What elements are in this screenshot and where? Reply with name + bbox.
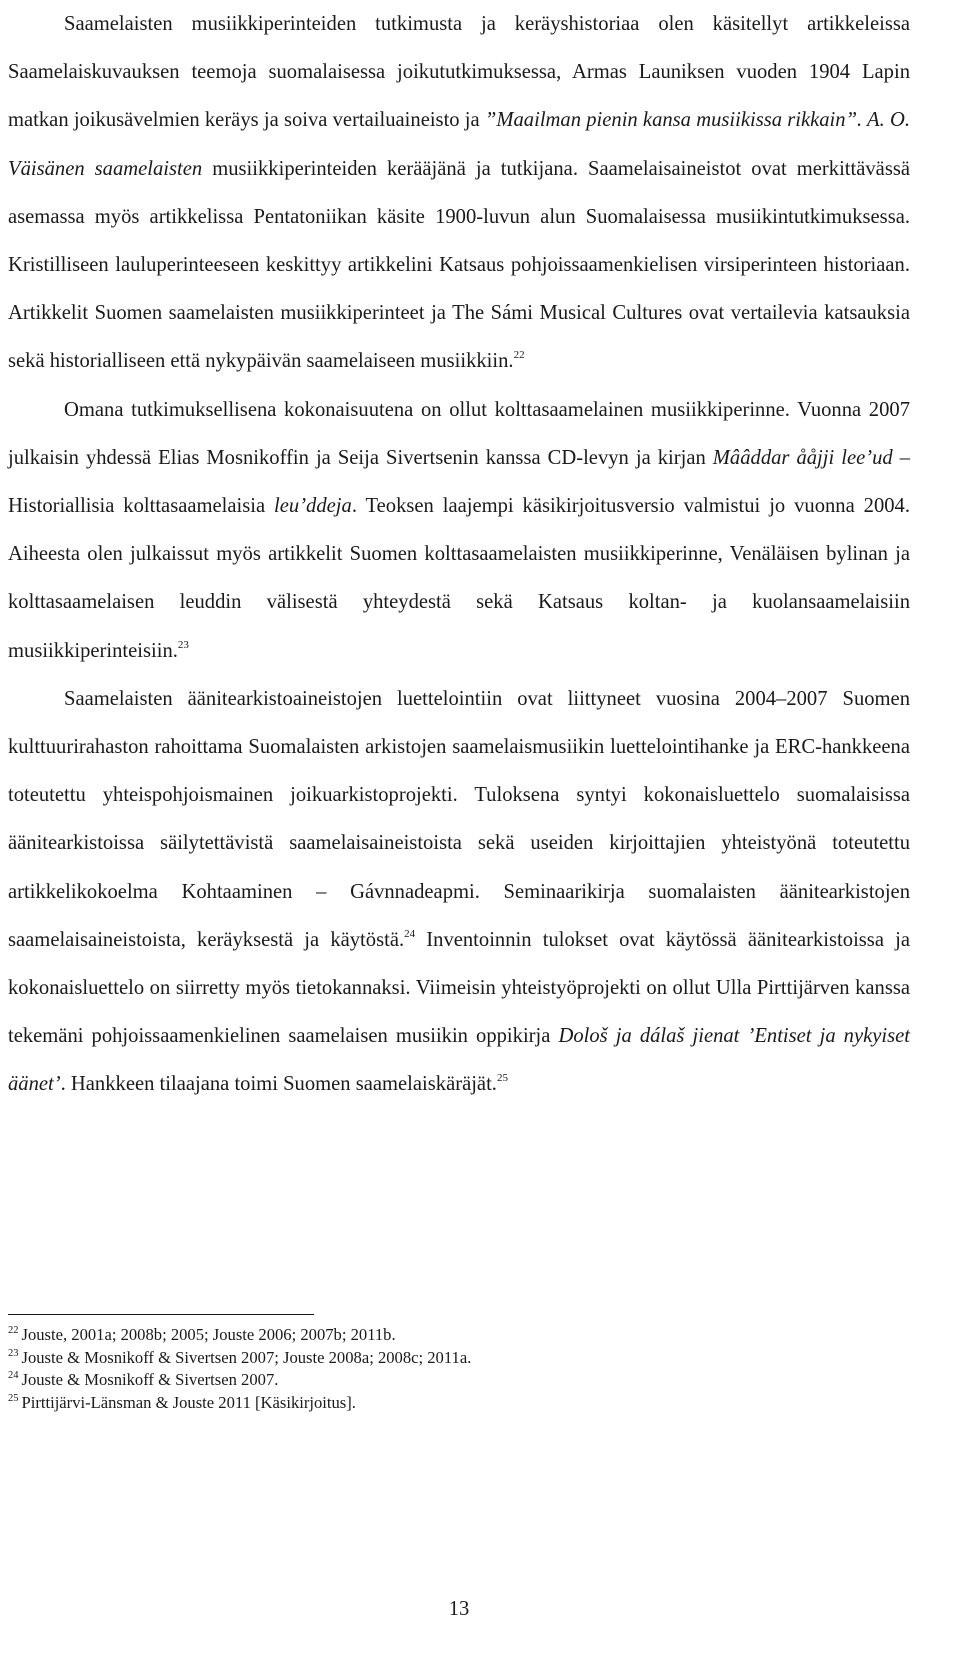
footnote [8,1369,908,1392]
text-run: Saamelaisten äänitearkistoaineistojen luettelointiin ovat liittyneet vuosina 2004–2007 Suomen kulttuurirahaston rahoittama Suomalaisten arkistojen saamelaismusiikin luettelointihanke ja ERC-hankkeena toteutettu yhteispohjoismainen joikuarkistoprojekti. Tuloksena syntyi kokonaisluettelo suomalaisissa äänitearkistoissa säilytettävistä saamelaisaineistoista sekä useiden kirjoittajien yhteistyönä toteutettu artikkelikokoelma Kohtaaminen – Gávnnadeapmi. Seminaarikirja suomalaisten äänitearkistojen saamelaisaineistoista, keräyksestä ja käytöstä. [8,687,910,951]
italic-title: Mââddar ååjji lee’ud [712,446,893,469]
footnote [8,1347,908,1370]
text-run: Saamelaisten musiikkiperinteiden tutkimusta ja keräyshistoriaa olen käsitellyt artikkeleissa Saamelaiskuvauksen teemoja suomalaisessa joikututkimuksessa, Armas Launiksen vuoden 1904 Lapin matkan joikusävelmien keräys ja soiva vertailuaineisto ja [8,13,910,132]
italic-title: Dološ ja dálaš jienat ’Entiset ja nykyiset äänet’ [8,1025,910,1096]
footnote-text: Jouste, 2001a; 2008b; 2005; Jouste 2006; 2007b; 2011b. [21,1325,396,1344]
paragraph [8,675,910,1109]
footnote-number: 22 [8,1325,19,1336]
footnote-text: Pirttijärvi-Länsman & Jouste 2011 [Käsikirjoitus]. [21,1392,356,1412]
footnote [8,1392,908,1415]
italic-title: leu’ddeja [274,495,352,518]
text-run: – Historiallisia kolttasaamelaisia [8,446,910,518]
paragraph [8,386,910,675]
footnote-number: 25 [8,1392,19,1404]
text-run: . Hankkeen tilaajana toimi Suomen saamelaiskäräjät. [60,1073,497,1096]
paragraph [8,0,910,386]
footnote-reference: 25 [496,1072,508,1085]
footnote-number: 23 [8,1347,19,1359]
text-run: . Teoksen laajempi käsikirjoitusversio valmistui jo vuonna 2004. Aiheesta olen julkaissut myös artikkelit Suomen kolttasaamelaisten musiikkiperinne, Venäläisen bylinan ja kolttasaamelaisen leuddin välisestä yhteydestä sekä Katsaus koltan- ja kuolansaamelaisiin musiikkiperinteisiin. [8,495,910,662]
footnotes [8,1324,908,1414]
footnote-reference: 23 [177,638,189,651]
page-number: 13 [448,1598,470,1620]
footnote [8,1324,908,1347]
text-run: Inventoinnin tulokset ovat käytössä äänitearkistoissa ja kokonaisluettelo on siirretty myös tietokannaksi. Viimeisin yhteistyöprojekti on ollut Ulla Pirttijärven kanssa tekemäni pohjoissaamenkielinen saamelaisen musiikin oppikirja [8,928,911,1048]
body-text [8,0,910,1109]
italic-title: ”Maailman pienin kansa musiikissa rikkain”. A. O. Väisänen saamelaisten [8,109,910,180]
footnote-reference: 24 [404,927,416,940]
footnote-text: Jouste & Mosnikoff & Sivertsen 2007. [21,1370,279,1390]
footnote-reference: 22 [513,349,525,362]
text-run: Omana tutkimuksellisena kokonaisuutena on ollut kolttasaamelainen musiikkiperinne. Vuonna 2007 julkaisin yhdessä Elias Mosnikoffin ja Seija Sivertsenin kanssa CD-levyn ja kirjan [8,398,910,469]
footnote-number: 24 [8,1370,19,1382]
footnote-separator [8,1314,314,1315]
footnote-text: Jouste & Mosnikoff & Sivertsen 2007; Jouste 2008a; 2008c; 2011a. [21,1347,472,1367]
text-run: musiikkiperinteiden kerääjänä ja tutkijana. Saamelaisaineistot ovat merkittävässä asemassa myös artikkelissa Pentatoniikan käsite 1900-luvun alun Suomalaisessa musiikintutkimuksessa. Kristilliseen lauluperinteeseen keskittyy artikkelini Katsaus pohjoissaamenkielisen virsiperinteen historiaan. Artikkelit Suomen saamelaisten musiikkiperinteet ja The Sámi Musical Cultures ovat vertailevia katsauksia sekä historialliseen että nykypäivän saamelaiseen musiikkiin. [8,157,910,373]
